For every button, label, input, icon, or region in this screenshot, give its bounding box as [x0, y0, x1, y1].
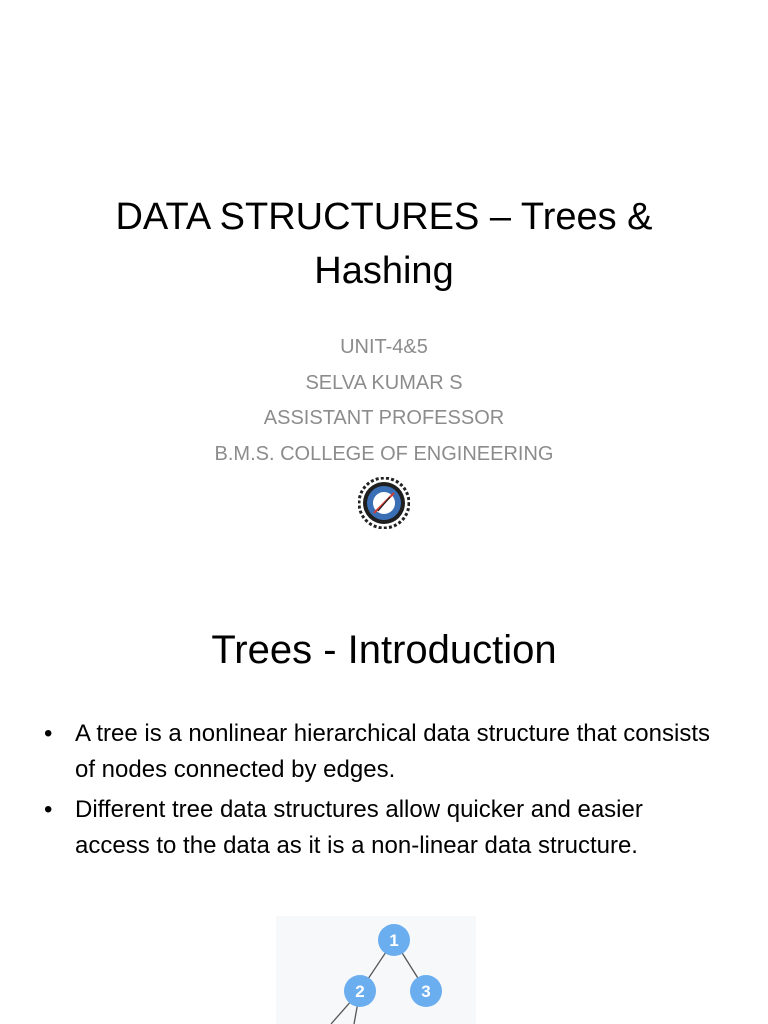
- bullet-text: Different tree data structures allow quicker and easier access to the data as it is a non-linear data structure.: [75, 796, 643, 859]
- content-slide: [0, 576, 768, 1024]
- bullet-marker: •: [44, 720, 53, 747]
- subtitle-institution: B.M.S. COLLEGE OF ENGINEERING: [214, 442, 554, 465]
- list-item: [40, 792, 720, 864]
- tree-node-2: [344, 975, 376, 1007]
- svg-text:1: 1: [389, 931, 399, 950]
- subtitle-unit: UNIT-4&5: [340, 336, 428, 358]
- title-line-1: DATA STRUCTURES – Trees &: [115, 196, 653, 238]
- tree-diagram: [276, 916, 476, 1024]
- title-line-2: Hashing: [314, 250, 454, 292]
- slide-title: Trees - Introduction: [211, 628, 557, 672]
- bullet-text: A tree is a nonlinear hierarchical data structure that consists of nodes connected by edges.: [75, 720, 710, 783]
- slide-title: [60, 190, 708, 298]
- svg-text:3: 3: [421, 982, 431, 1001]
- list-item: [40, 716, 720, 788]
- svg-text:2: 2: [355, 982, 365, 1001]
- bullet-list: [40, 716, 720, 868]
- college-logo-icon: [358, 477, 410, 529]
- tree-node-3: [410, 975, 442, 1007]
- subtitle-author: SELVA KUMAR S: [305, 371, 463, 394]
- tree-node-1: [378, 924, 410, 956]
- slide-subtitle: [60, 330, 708, 472]
- bullet-marker: •: [44, 796, 53, 823]
- subtitle-designation: ASSISTANT PROFESSOR: [263, 407, 505, 429]
